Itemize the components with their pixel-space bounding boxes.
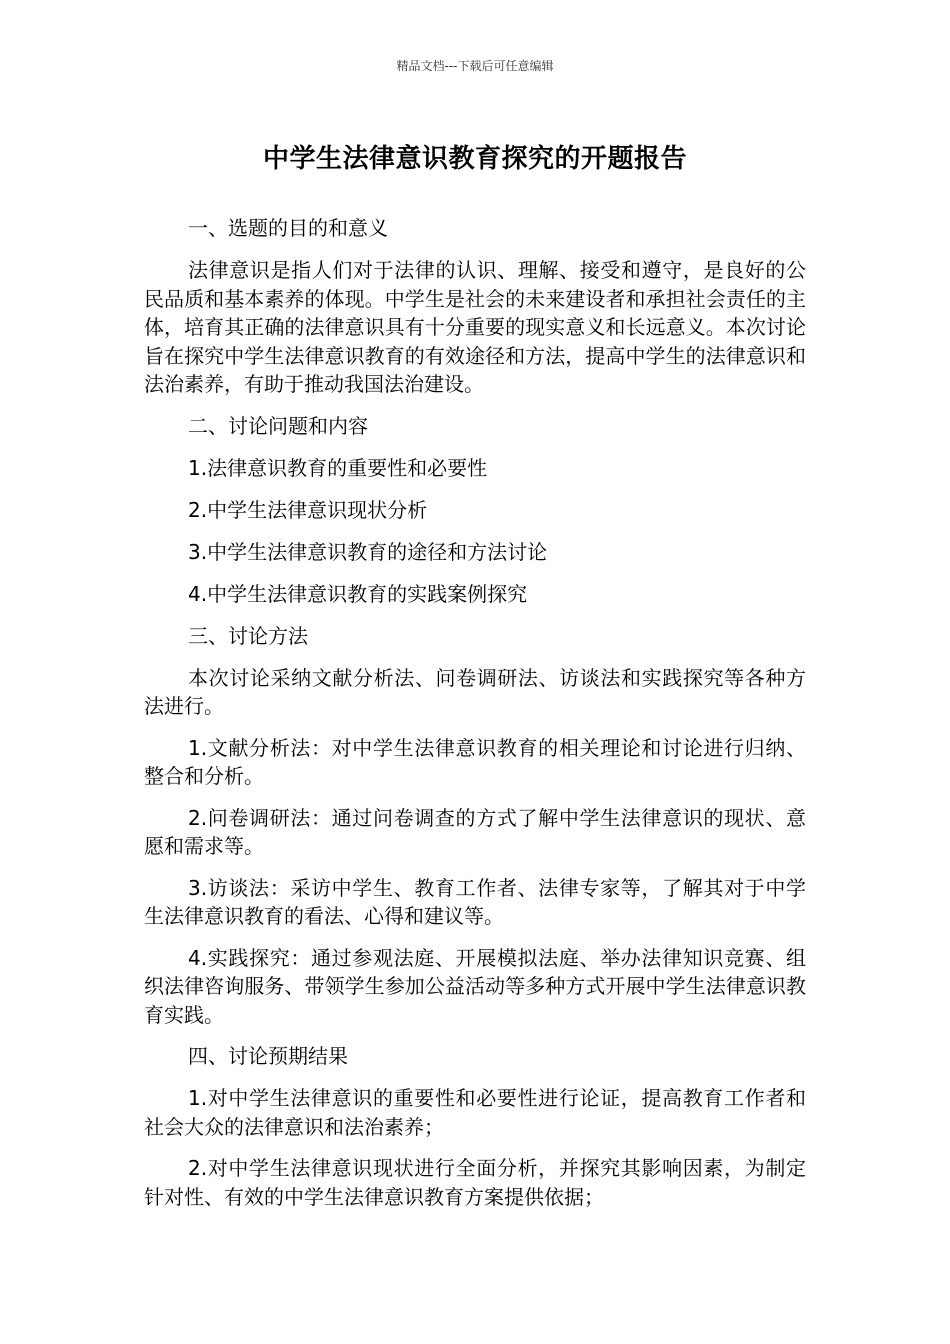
document-title: 中学生法律意识教育探究的开题报告 — [262, 144, 687, 174]
paragraph: 法律意识是指人们对于法律的认识、理解、接受和遵守，是良好的公民品质和基本素养的体现。中学生是社会的未来建设者和承担社会责任的主体，培育其正确的法律意识具有十分重要的现实意义和长远意义。本次讨论旨在探究中学生法律意识教育的有效途径和方法，提高中学生的法律意识和法治素养，有助于推动我国法治建设。 — [144, 258, 806, 396]
section-heading-2: 二、讨论问题和内容 — [188, 413, 368, 438]
paragraph: 4.实践探究：通过参观法庭、开展模拟法庭、举办法律知识竞赛、组织法律咨询服务、带领学生参加公益活动等多种方式开展中学生法律意识教育实践。 — [144, 945, 806, 1027]
list-item: 1.法律意识教育的重要性和必要性 — [188, 455, 488, 480]
paragraph: 3.访谈法：采访中学生、教育工作者、法律专家等，了解其对于中学生法律意识教育的看法、心得和建议等。 — [144, 875, 806, 928]
list-item: 4.中学生法律意识教育的实践案例探究 — [188, 581, 528, 606]
section-heading-3: 三、讨论方法 — [188, 623, 308, 648]
section-heading-1: 一、选题的目的和意义 — [188, 216, 388, 240]
paragraph: 2.问卷调研法：通过问卷调查的方式了解中学生法律意识的现状、意愿和需求等。 — [144, 805, 806, 858]
list-item: 2.中学生法律意识现状分析 — [188, 497, 428, 522]
paragraph: 本次讨论采纳文献分析法、问卷调研法、访谈法和实践探究等各种方法进行。 — [144, 665, 806, 718]
list-item: 3.中学生法律意识教育的途径和方法讨论 — [188, 539, 548, 564]
paragraph: 1.对中学生法律意识的重要性和必要性进行论证，提高教育工作者和社会大众的法律意识和法治素养； — [144, 1086, 806, 1139]
page-header: 精品文档---下载后可任意编辑 — [396, 59, 554, 73]
document-body — [144, 214, 806, 1224]
paragraph: 1.文献分析法：对中学生法律意识教育的相关理论和讨论进行归纳、整合和分析。 — [144, 735, 806, 788]
paragraph: 2.对中学生法律意识现状进行全面分析，并探究其影响因素，为制定针对性、有效的中学生法律意识教育方案提供依据； — [144, 1156, 806, 1209]
section-heading-4: 四、讨论预期结果 — [188, 1044, 348, 1068]
